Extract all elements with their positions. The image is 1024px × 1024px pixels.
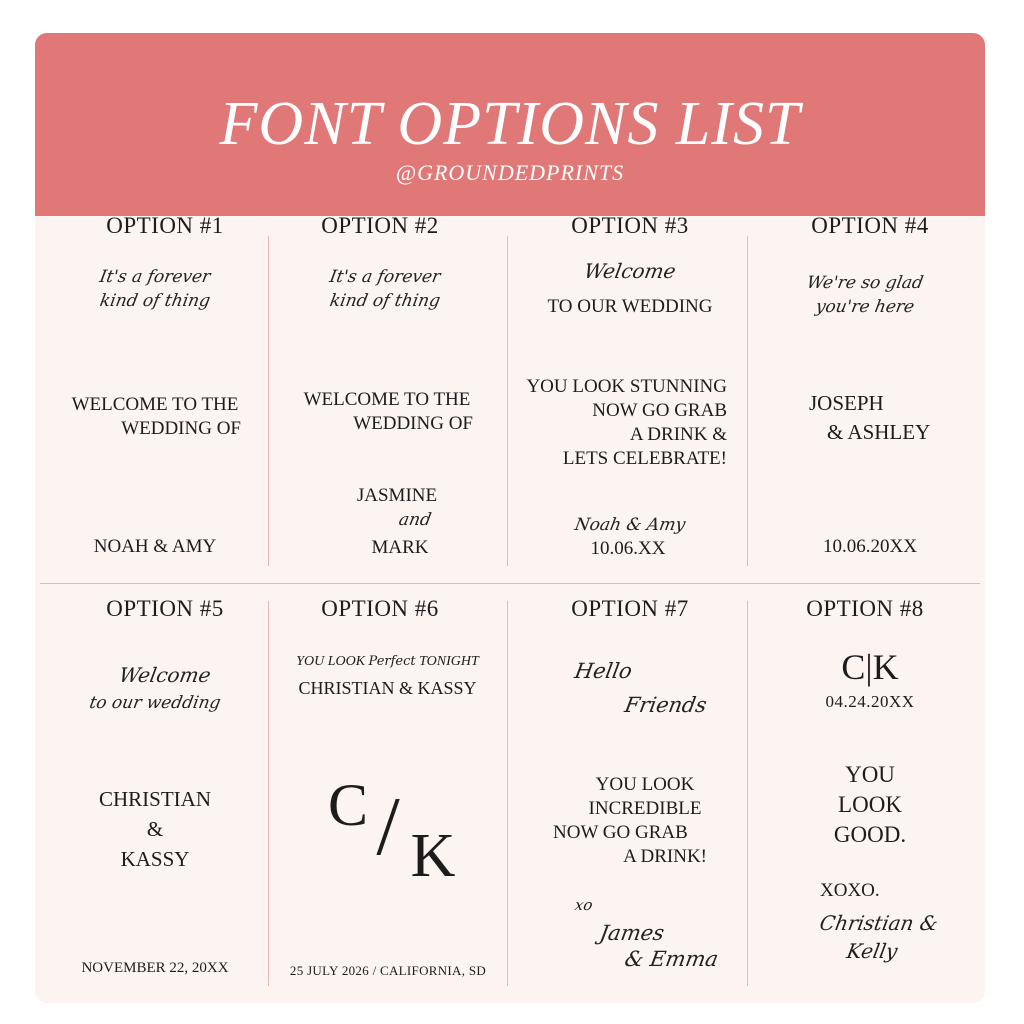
script-line: kind of thing: [328, 291, 442, 311]
text-line: A DRINK &: [629, 424, 727, 445]
script-line: kind of thing: [98, 291, 212, 311]
column-divider: [747, 236, 748, 566]
text-line: WELCOME TO THE: [71, 394, 239, 415]
shop-handle: @GROUNDEDPRINTS: [395, 160, 625, 185]
couple-names: NOAH & AMY: [93, 536, 217, 557]
text-line: WELCOME TO THE: [303, 389, 471, 410]
tagline-pre: YOU LOOK: [296, 654, 366, 669]
column-divider: [268, 236, 269, 566]
script-line: Welcome: [117, 663, 213, 687]
column-divider: [268, 601, 269, 986]
font-options-card: [35, 33, 985, 1003]
option-label: OPTION #3: [571, 213, 689, 238]
header-banner: [35, 33, 985, 216]
column-divider: [507, 236, 508, 566]
text-line: WEDDING OF: [353, 413, 473, 434]
xoxo: XOXO.: [820, 880, 880, 901]
text-line: NOW GO GRAB: [592, 400, 727, 421]
text-line: YOU: [845, 762, 895, 787]
signature-line: Kelly: [844, 939, 900, 963]
tagline: [275, 654, 500, 670]
script-line: It's a forever: [98, 267, 212, 287]
date: 04.24.20XX: [825, 692, 915, 711]
column-divider: [507, 601, 508, 986]
text-line: INCREDIBLE: [588, 798, 702, 819]
monogram-k: K: [410, 822, 456, 890]
signature-line: Christian &: [817, 911, 940, 935]
option-label: OPTION #5: [106, 596, 224, 621]
option-label: OPTION #4: [811, 213, 929, 238]
option-label: OPTION #8: [806, 596, 924, 621]
script-line: to our wedding: [87, 693, 223, 713]
option-label: OPTION #1: [106, 213, 224, 238]
text-line: GOOD.: [833, 822, 907, 847]
script-line: Hello: [572, 659, 634, 683]
text-line: LETS CELEBRATE!: [562, 448, 727, 469]
text-line: YOU LOOK: [595, 774, 695, 795]
script-line: you're here: [814, 297, 916, 317]
script-and: and: [397, 510, 433, 530]
script-line: We're so glad: [805, 273, 925, 293]
option-label: OPTION #7: [571, 596, 689, 621]
text-line: YOU LOOK STUNNING: [526, 376, 727, 397]
signature-line: James: [597, 921, 667, 945]
option-label: OPTION #6: [321, 596, 439, 621]
script-line: Welcome: [582, 259, 678, 283]
text-line: NOW GO GRAB: [553, 822, 688, 843]
name-line: CHRISTIAN: [98, 787, 211, 811]
text-line: A DRINK!: [623, 846, 707, 867]
text-line: WEDDING OF: [121, 418, 241, 439]
script-xo: xo: [573, 896, 595, 914]
script-line: It's a forever: [328, 267, 442, 287]
script-line: Friends: [622, 693, 709, 717]
ampersand: &: [146, 817, 164, 841]
script-names: Noah & Amy: [573, 515, 687, 535]
name-line: & ASHLEY: [827, 420, 931, 444]
date-location: 25 JULY 2026 / CALIFORNIA, SD: [289, 963, 487, 978]
name-line: JOSEPH: [809, 391, 884, 415]
tagline-script: Perfect: [368, 654, 416, 669]
text-line: LOOK: [838, 792, 902, 817]
tagline-post: TONIGHT: [419, 654, 479, 669]
page-title: FONT OPTIONS LIST: [219, 90, 801, 158]
monogram-c: C: [327, 772, 369, 838]
row-divider: [40, 583, 980, 584]
date: 10.06.XX: [590, 538, 666, 559]
date: NOVEMBER 22, 20XX: [81, 960, 229, 976]
option-label: OPTION #2: [321, 213, 439, 238]
monogram: C|K: [841, 647, 899, 687]
date: 10.06.20XX: [823, 536, 917, 557]
name-line: KASSY: [120, 847, 190, 871]
signature-line: & Emma: [622, 947, 721, 971]
text-line: TO OUR WEDDING: [547, 296, 713, 317]
name-line: JASMINE: [356, 485, 438, 506]
name-line: MARK: [371, 537, 429, 558]
column-divider: [747, 601, 748, 986]
monogram-slash: /: [376, 780, 400, 873]
couple-names: CHRISTIAN & KASSY: [298, 678, 477, 698]
